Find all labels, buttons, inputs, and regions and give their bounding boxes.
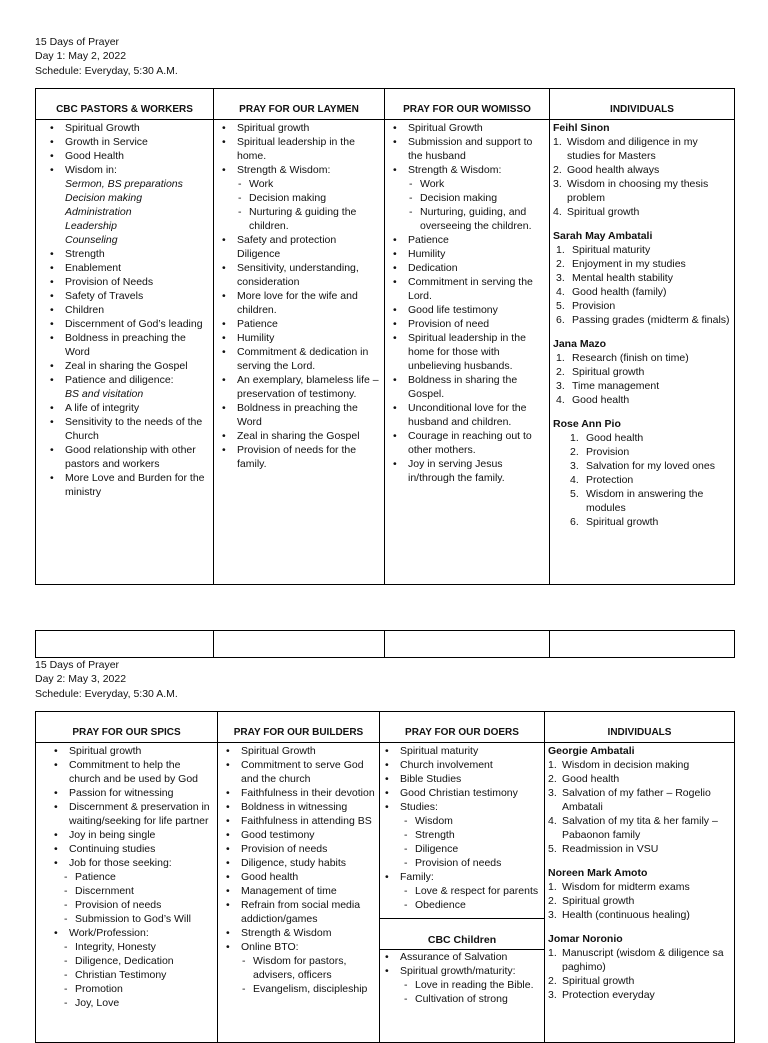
list-item: 2. Enjoyment in my studies: [556, 258, 686, 270]
laymen-list: [211, 121, 381, 177]
list-item: • More Love and Burden for the ministry: [39, 471, 210, 499]
list-item-text: Good health: [562, 773, 620, 785]
list-item-text: Enjoyment in my studies: [572, 258, 686, 270]
list-item: • Sensitivity, understanding, consideration: [211, 261, 381, 289]
list-item: • Online BTO:: [215, 940, 376, 954]
list-item: • Dedication: [382, 261, 546, 275]
person-name: Jana Mazo: [553, 338, 607, 350]
person-name: Noreen Mark Amoto: [548, 867, 648, 879]
list-item: • Faithfulness in their devotion: [215, 786, 376, 800]
list-item-text: Health (continuous healing): [562, 909, 690, 921]
empty-cell: [36, 631, 214, 658]
empty-cell: [550, 631, 735, 658]
laymen-list-2: [211, 233, 381, 471]
sub-item: Leadership: [65, 220, 117, 232]
cbc-children-list: [374, 950, 541, 978]
list-item: • Joy in being single: [43, 828, 214, 842]
list-item: • Provision of Needs: [39, 275, 210, 289]
list-item: • Good Christian testimony: [374, 786, 541, 800]
list-item-text: Spiritual growth: [562, 975, 635, 987]
list-item: • Courage in reaching out to other mothers.: [382, 429, 546, 457]
list-item: 6. Passing grades (midterm & finals): [556, 314, 730, 326]
empty-cell: [214, 631, 385, 658]
sub-item: - Submission to God’s Will: [61, 912, 214, 926]
day2-spics-cell: [36, 743, 218, 1043]
day1-col-womisso-header: PRAY FOR OUR WOMISSO: [385, 89, 550, 120]
list-item: • Patience: [382, 233, 546, 247]
list-item-text: Salvation for my loved ones: [586, 460, 715, 472]
womisso-list-2: [382, 233, 546, 485]
sub-item: - Love & respect for parents: [401, 884, 541, 898]
list-item: • Studies:: [374, 800, 541, 814]
sub-item: - Decision making: [235, 191, 381, 205]
day2-title: 15 Days of Prayer: [35, 659, 120, 671]
list-item: • Patience and diligence:: [39, 373, 210, 387]
list-item: • Provision of needs for the family.: [211, 443, 381, 471]
sub-item: - Nurturing, guiding, and overseeing the children.: [406, 205, 546, 233]
sub-item: - Cultivation of strong: [401, 992, 541, 1006]
list-item: • Growth in Service: [39, 135, 210, 149]
list-item-text: Spiritual growth: [586, 516, 659, 528]
list-item: 4. Protection: [570, 474, 634, 486]
list-item: 1. Wisdom for midterm exams: [548, 881, 690, 893]
list-item-text: Spiritual growth: [562, 895, 635, 907]
day2-header-row: [36, 712, 735, 743]
list-item-text: Good health (family): [572, 286, 667, 298]
list-item: • Wisdom in:: [39, 163, 210, 177]
person-name: Rose Ann Pio: [553, 418, 621, 430]
sub-item: Counseling: [65, 234, 118, 246]
list-item: • Spiritual maturity: [374, 744, 541, 758]
person-name: Sarah May Ambatali: [553, 230, 653, 242]
list-item: • Zeal in sharing the Gospel: [39, 359, 210, 373]
cbc-children-sub-list: [383, 978, 541, 1006]
sub-item: - Evangelism, discipleship: [239, 982, 376, 996]
person-list: [553, 351, 731, 407]
sub-item: - Promotion: [61, 982, 214, 996]
sub-item: - Diligence: [401, 842, 541, 856]
womisso-list: [382, 121, 546, 177]
list-item: • Spiritual growth: [211, 121, 381, 135]
list-item: 5. Wisdom in answering the modules: [570, 488, 704, 514]
person-list: [553, 135, 731, 219]
list-item: 4. Spiritual growth: [553, 206, 640, 218]
list-item: • Spiritual Growth: [39, 121, 210, 135]
list-item: 3. Health (continuous healing): [548, 909, 690, 921]
list-item: • Good Health: [39, 149, 210, 163]
list-item-text: Time management: [572, 380, 660, 392]
person-name: Georgie Ambatali: [548, 745, 635, 757]
list-item: 5. Readmission in VSU: [548, 843, 659, 855]
day1-header: [35, 35, 178, 78]
list-item: • Good relationship with other pastors and workers: [39, 443, 210, 471]
day1-col-individuals-header: INDIVIDUALS: [550, 89, 735, 120]
sub-item: - Joy, Love: [61, 996, 214, 1010]
list-item-text: Protection: [586, 474, 634, 486]
list-item: • Commitment in serving the Lord.: [382, 275, 546, 303]
list-item: • Enablement: [39, 261, 210, 275]
list-item: • Strength & Wisdom:: [382, 163, 546, 177]
pastors-list-3: [39, 401, 210, 499]
person-name: Feihl Sinon: [553, 122, 610, 134]
list-item: • Spiritual leadership in the home.: [211, 135, 381, 163]
list-item: 6. Spiritual growth: [570, 516, 659, 528]
list-item: • Commitment to help the church and be used by God: [43, 758, 214, 786]
list-item: • Boldness in sharing the Gospel.: [382, 373, 546, 401]
list-item: • Strength & Wisdom:: [211, 163, 381, 177]
list-item: 1. Research (finish on time): [556, 352, 689, 364]
list-item: 1. Wisdom and diligence in my studies for Masters: [553, 136, 698, 162]
day1-laymen-cell: [214, 120, 385, 585]
list-item-text: Wisdom in decision making: [562, 759, 690, 771]
list-item: • Spiritual growth: [43, 744, 214, 758]
person-list: [553, 431, 731, 529]
sub-item: - Wisdom: [401, 814, 541, 828]
womisso-sub-list: [388, 177, 546, 233]
list-item: • Provision of needs: [215, 842, 376, 856]
list-item: 5. Provision: [556, 300, 616, 312]
sub-item: - Obedience: [401, 898, 541, 912]
builders-list: [215, 744, 376, 954]
sub-item: - Integrity, Honesty: [61, 940, 214, 954]
list-item: • Joy in serving Jesus in/through the family.: [382, 457, 546, 485]
day1-date: Day 1: May 2, 2022: [35, 50, 127, 63]
day2-date: Day 2: May 3, 2022: [35, 673, 127, 686]
day1-pastors-cell: [36, 120, 214, 585]
day2-builders-cell: [218, 743, 380, 1043]
list-item: • Commitment to serve God and the church: [215, 758, 376, 786]
list-item: • Spiritual Growth: [382, 121, 546, 135]
day2-individuals-cell: [545, 743, 735, 1043]
list-item: 1. Good health: [570, 432, 644, 444]
person-list: [553, 243, 731, 327]
list-item: • Faithfulness in attending BS: [215, 814, 376, 828]
list-item: • Good life testimony: [382, 303, 546, 317]
builders-bto-sub-list: [221, 954, 376, 996]
list-item-text: Research (finish on time): [572, 352, 689, 364]
day2-col-spics-header: PRAY FOR OUR SPICS: [36, 712, 218, 743]
sub-item: - Wisdom for pastors, advisers, officers: [239, 954, 376, 982]
day2-schedule: Schedule: Everyday, 5:30 A.M.: [35, 687, 178, 700]
sub-item: - Nurturing & guiding the children.: [235, 205, 381, 233]
list-item: • Discernment of God’s leading: [39, 317, 210, 331]
sub-item: - Work: [406, 177, 546, 191]
sub-item: - Diligence, Dedication: [61, 954, 214, 968]
day1-col-laymen-header: PRAY FOR OUR LAYMEN: [214, 89, 385, 120]
list-item: • Boldness in preaching the Word: [39, 331, 210, 359]
doers-studies-sub-list: [383, 814, 541, 870]
list-item-text: Provision: [572, 300, 616, 312]
day2-doers-cell: [380, 743, 545, 1043]
list-item-text: Wisdom for midterm exams: [562, 881, 690, 893]
list-item: • Spiritual leadership in the home for those with unbelieving husbands.: [382, 331, 546, 373]
list-item-text: Provision: [586, 446, 630, 458]
day1-womisso-cell: [385, 120, 550, 585]
list-item-text: Protection everyday: [562, 989, 655, 1001]
day2-content-row: [36, 743, 735, 1043]
list-item-text: Wisdom in answering the modules: [586, 488, 704, 514]
list-item: • Unconditional love for the husband and children.: [382, 401, 546, 429]
empty-cell: [385, 631, 550, 658]
day2-col-individuals-header: INDIVIDUALS: [545, 712, 735, 743]
list-item: 2. Good health always: [553, 164, 660, 176]
list-item: 4. Good health: [556, 394, 630, 406]
pastors-list-2: [39, 247, 210, 387]
sub-item: Decision making: [65, 192, 143, 204]
list-item-text: Spiritual growth: [567, 206, 640, 218]
list-item-text: Wisdom in choosing my thesis problem: [567, 178, 709, 204]
list-item-text: Spiritual maturity: [572, 244, 651, 256]
spics-work-sub-list: [39, 940, 214, 1010]
doers-family-sub-list: [383, 884, 541, 912]
sub-item: BS and visitation: [65, 388, 144, 400]
list-item: • A life of integrity: [39, 401, 210, 415]
list-item: • Assurance of Salvation: [374, 950, 541, 964]
sub-item: Sermon, BS preparations: [65, 178, 183, 190]
sub-item: - Christian Testimony: [61, 968, 214, 982]
spics-job-sub-list: [39, 870, 214, 926]
sub-item: - Strength: [401, 828, 541, 842]
list-item-text: Good health: [586, 432, 644, 444]
sub-item: - Provision of needs: [61, 898, 214, 912]
list-item: • Continuing studies: [43, 842, 214, 856]
list-item: • Provision of need: [382, 317, 546, 331]
person-name: Jomar Noronio: [548, 933, 623, 945]
list-item: 3. Protection everyday: [548, 989, 655, 1001]
spics-list-2: [43, 926, 214, 940]
person-list: [548, 880, 731, 922]
list-item: • Job for those seeking:: [43, 856, 214, 870]
day1-title: 15 Days of Prayer: [35, 36, 120, 48]
doers-list: [374, 744, 541, 814]
list-item-text: Spiritual growth: [572, 366, 645, 378]
list-item: • Refrain from social media addiction/games: [215, 898, 376, 926]
list-item: • Commitment & dedication in serving the Lord.: [211, 345, 381, 373]
list-item: • Humility: [211, 331, 381, 345]
spics-list: [43, 744, 214, 870]
list-item: 1. Wisdom in decision making: [548, 759, 690, 771]
list-item: • Bible Studies: [374, 772, 541, 786]
list-item: • Sensitivity to the needs of the Church: [39, 415, 210, 443]
list-item: • Patience: [211, 317, 381, 331]
list-item: 1. Manuscript (wisdom & diligence sa paghimo): [548, 947, 724, 973]
list-item: 2. Spiritual growth: [548, 975, 635, 987]
list-item: 3. Salvation of my father – Rogelio Ambatali: [548, 787, 711, 813]
list-item: 2. Provision: [570, 446, 630, 458]
list-item: • More love for the wife and children.: [211, 289, 381, 317]
list-item-text: Passing grades (midterm & finals): [572, 314, 730, 326]
list-item-text: Salvation of my father – Rogelio Ambatali: [562, 787, 711, 813]
list-item: • Discernment & preservation in waiting/seeking for life partner: [43, 800, 214, 828]
day2-col-doers-header: PRAY FOR OUR DOERS: [380, 712, 545, 743]
list-item: • Humility: [382, 247, 546, 261]
list-item: • Passion for witnessing: [43, 786, 214, 800]
list-item: 3. Salvation for my loved ones: [570, 460, 715, 472]
sub-item: - Patience: [61, 870, 214, 884]
empty-table-row: [35, 630, 735, 658]
list-item: 1. Spiritual maturity: [556, 244, 651, 256]
list-item: • An exemplary, blameless life – preservation of testimony.: [211, 373, 381, 401]
list-item: • Management of time: [215, 884, 376, 898]
list-item: 4. Salvation of my tita & her family – Pabaonon family: [548, 815, 718, 841]
list-item: • Safety and protection Diligence: [211, 233, 381, 261]
person-list: [548, 946, 731, 1002]
list-item: • Zeal in sharing the Gospel: [211, 429, 381, 443]
day2-header: [35, 658, 178, 701]
list-item: 3. Wisdom in choosing my thesis problem: [553, 178, 709, 204]
list-item: • Spiritual growth/maturity:: [374, 964, 541, 978]
day1-content-row: [36, 120, 735, 585]
list-item-text: Good health: [572, 394, 630, 406]
list-item: • Work/Profession:: [43, 926, 214, 940]
doers-list-2: [374, 870, 541, 884]
list-item: • Strength & Wisdom: [215, 926, 376, 940]
list-item-text: Salvation of my tita & her family – Pabaonon family: [562, 815, 718, 841]
cbc-children-header: CBC Children: [380, 918, 544, 950]
sub-item: - Work: [235, 177, 381, 191]
person-list: [548, 758, 731, 856]
sub-item: - Discernment: [61, 884, 214, 898]
list-item: • Boldness in witnessing: [215, 800, 376, 814]
day1-individuals-cell: [550, 120, 735, 585]
list-item-text: Mental health stability: [572, 272, 673, 284]
list-item: 2. Spiritual growth: [548, 895, 635, 907]
sub-item: - Love in reading the Bible.: [401, 978, 541, 992]
sub-item: - Provision of needs: [401, 856, 541, 870]
list-item-text: Manuscript (wisdom & diligence sa paghimo): [562, 947, 724, 973]
day1-col-pastors-header: CBC PASTORS & WORKERS: [36, 89, 214, 120]
list-item: • Family:: [374, 870, 541, 884]
list-item: • Good health: [215, 870, 376, 884]
empty-row: [36, 631, 735, 658]
list-item: 2. Spiritual growth: [556, 366, 645, 378]
list-item: • Spiritual Growth: [215, 744, 376, 758]
list-item: • Safety of Travels: [39, 289, 210, 303]
list-item: • Church involvement: [374, 758, 541, 772]
list-item: • Children: [39, 303, 210, 317]
day1-schedule: Schedule: Everyday, 5:30 A.M.: [35, 64, 178, 77]
list-item-text: Good health always: [567, 164, 660, 176]
list-item: 4. Good health (family): [556, 286, 667, 298]
list-item: 3. Time management: [556, 380, 660, 392]
list-item-text: Wisdom and diligence in my studies for Masters: [567, 136, 698, 162]
day2-col-builders-header: PRAY FOR OUR BUILDERS: [218, 712, 380, 743]
list-item: 3. Mental health stability: [556, 272, 673, 284]
day2-prayer-table: [35, 711, 735, 1043]
list-item: • Diligence, study habits: [215, 856, 376, 870]
list-item: 2. Good health: [548, 773, 620, 785]
list-item: • Submission and support to the husband: [382, 135, 546, 163]
day1-prayer-table: [35, 88, 735, 585]
laymen-sub-list: [217, 177, 381, 233]
pastors-list: [39, 121, 210, 177]
list-item-text: Readmission in VSU: [562, 843, 659, 855]
list-item: • Strength: [39, 247, 210, 261]
list-item: • Good testimony: [215, 828, 376, 842]
list-item: • Boldness in preaching the Word: [211, 401, 381, 429]
sub-item: Administration: [65, 206, 132, 218]
day1-header-row: [36, 89, 735, 120]
sub-item: - Decision making: [406, 191, 546, 205]
